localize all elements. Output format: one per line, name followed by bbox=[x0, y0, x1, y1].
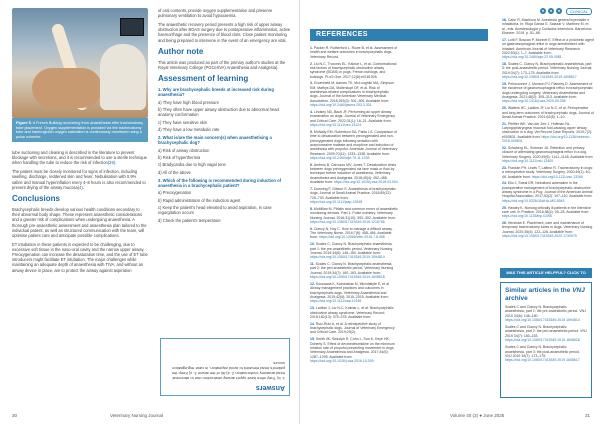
question-2: 2. What is/are the main concern(s) when anaesthetising a brachycephalic dog? bbox=[158, 135, 272, 146]
right-page bbox=[300, 0, 600, 424]
reference-item: 10. Scales C, Clancy N. Brachycephalic anaesthesia, part 1: the pre-anaesthetic period. Veterinary Nursing Journal. 2019;34(6): 146–150. Available from: https://doi.org/10.1080/17415349.2019.1594814 bbox=[310, 242, 393, 260]
answers-heading: Answers bbox=[255, 384, 285, 391]
reference-item: 18. Scales C, Clancy N. Brachycephalic anaesthesia, part 3: the post-anaesthetic period. Veterinary Nursing Journal. 2019;34(7): 173–175. Available from: https://doi.org/10.1080/17415349.2019.1608617 bbox=[502, 62, 593, 80]
reference-item: 9. Clancy N, Hoy C. How to manage a difficult airway. The Veterinary Nurse. 2016;7(8): 458–466. Available from: https://doi.org/10.12968/vetn.2016.7.8.458 bbox=[310, 226, 393, 240]
left-page-number: 30 bbox=[12, 413, 18, 418]
body-paragraph-1: tube suctioning and cleaning is described in the literature to prevent blockage with secretions, and it is recommended to use a sterile technique when handling the tube to reduce the risk of infection(29). bbox=[12, 150, 147, 166]
reference-item: 20. Watters HC, Ladlow JF, Liu N-C, et al. Perioperative and long-term outcomes of brachycephalic dogs. Journal of Small Animal Practice. 2021;62(8): 1–10. bbox=[502, 106, 594, 119]
reference-item: 12. Kurosawa K, Kaminskas M, Miciulaityte E, et al. Airway management practices and outcomes in brachycephalic dogs. Veterinary Anaesthesia and Analgesia. 2015;42(5): 2015–2015. Available from: https://doi.org/10.1111/vaa.12148 bbox=[310, 282, 390, 304]
body-paragraph-2: The patient must be closely monitored for signs of infection, including swelling, discharge, reddened skin and fever. Nebulisation with 0.9% saline and manual hyperinflation every 4–8 hours is also recommended to prevent drying of the airway mucosa(4). bbox=[12, 169, 146, 190]
right-footer-journal: Volume 40 (3) ● June 2025 bbox=[450, 413, 505, 418]
question-2-option-d: d) All of the above bbox=[158, 169, 191, 175]
reference-item: 15. Smith IIK, Sedolph R, Cohn L, Sun K, Keyé HK, Doherty S. Effect of dexmedetomidine on the minimum infusion rate of propofol preventing movement in dogs. Veterinary Anaesthesia and Analgesia. 2017;44(6): 1287–1295. Available from: https://doi.org/10.1016/j.vaa.2016.10.009 bbox=[310, 337, 395, 363]
answers-text: 1. b) They often have upper airway obstruction due to abnormal head anatomy conformation 2. d) All of the above 3. c) Keep the patient's head elevated to avoid aspiration, in case regurgitation occurs bbox=[171, 361, 285, 381]
author-note-heading: Author note bbox=[158, 46, 204, 56]
author-note-text: This article was produced as part of the primary author's studies at the Royal Veterinary College (PGCertVA) Anaesthesia and Analgesia). bbox=[158, 59, 286, 70]
reference-item: 25. Hawley K. Nursing critically ill patients in the intensive care unit. In Practice. 2016;38(4): 25–28. Available from: https://doi.org/10.1136/inp.i1498 bbox=[502, 205, 591, 219]
question-1-option-c: c) They have sensitive skin bbox=[158, 119, 208, 125]
social-icon[interactable]: ● bbox=[541, 8, 545, 13]
reference-item: 6. Ambros B, Carrozzo MV, Jones T. Desaturation times between dogs preoxygenated via face mask or flow-by technique before induction of anesthesia. Veterinary Anaesthesia and Analgesia. 2018;45(4): 452–458. Available from: https://doi.org/10.1016/j.vaa.2018.03.004 bbox=[310, 162, 398, 185]
article-helpful-button[interactable]: WAS THIS ARTICLE HELPFUL? CLICK TO REPLY bbox=[500, 268, 592, 278]
social-icon[interactable]: ● bbox=[549, 8, 553, 13]
reference-item: 11. Scales C, Clancy N. Brachycephalic anaesthesia, part 2: the peri-anaesthetic period. Veterinary Nursing Journal. 2019;34(7): 160–163. Available from: https://doi.org/10.1080/17415349.2019.1608618 bbox=[310, 262, 394, 280]
social-icons bbox=[540, 8, 562, 14]
question-2-option-a: a) Risk of airway obstruction bbox=[158, 147, 210, 153]
reference-item: 24. Ello J, Sneal DR. Nebulised adrenaline in the postoperative management of brachycephalic obstructive airway syndrome in a Pug. Journal of the American Animal Hospital Association. 2017;53(2): 107–110. Available from: https://doi.org/10.5326/JAAHA-MS-6545 bbox=[502, 181, 593, 203]
reference-item: 23. Franklin PH, Lewis T, Lafleur R. Tracheostomy in dogs: a retrospective study. Veterinary Surgery. 2020;49(1): 40–46. Available from: https://doi.org/10.1111/vsu.13265 bbox=[502, 165, 593, 179]
answers-box-upside-down bbox=[160, 338, 290, 396]
reference-item: 21. Pfeiffer WE, Van der Zee J, Hoffman NL. Laryngopharyngeal mucosal fold-causing upper airway obstruction in a dog. Vet Record Case Reports. 2019;7(2): e000831. Available from: https://doi.org/10.1136/vetreccr-2018-000831 bbox=[502, 121, 593, 144]
question-2-option-c: c) Bradycardia due to high vagal tone bbox=[158, 162, 226, 168]
references-heading: REFERENCES bbox=[310, 29, 488, 41]
question-3: 3. Which of the following is recommended during induction of anaesthesia in a brachycephalic patient? bbox=[158, 177, 282, 189]
question-1-option-b: b) They often have upper airway obstruction due to abnormal head anatomy conformation bbox=[158, 106, 279, 118]
reference-item: 2. Liu N-C, Troconis EL, Kalmar L, et al. Conformational risk factors of brachycephalic obstructive airway syndrome (BOAS) in pugs, French bulldogs, and bulldogs. PLoS One. 2017;12(8):e0181928. bbox=[310, 61, 397, 79]
question-3-option-d: d) Check the patient's temperature bbox=[158, 217, 221, 223]
question-1: 1. Why are brachycephalic breeds at increased risk during anaesthesia? bbox=[158, 87, 274, 98]
question-3-option-c: c) Keep the patient's head elevated to avoid aspiration, in case regurgitation occurs bbox=[158, 205, 272, 216]
similar-article-item: Scales C and Clancy N. Brachycephalic anaesthesia, part 2: the peri-anaesthetic period. VNJ 2019 34(7): 160–163. https://doi.org/10.1080/17415349.2019.1608618 bbox=[505, 325, 587, 343]
reference-item: 26. Hershaw E. Placement, care and maintenance of temporary tracheostomy tubes in dogs. Veterinary Nursing Journal. 2020;35(4): 122–126. Available from: https://doi.org/10.1080/17415349.2020.1730979 bbox=[502, 221, 593, 239]
figure-caption-label: Figure 5. bbox=[16, 121, 32, 125]
hand-shape bbox=[32, 68, 102, 108]
col2-recovery-paragraph: The anaesthetic recovery period presents a high risk of upper airway obstruction after BOAS surgery due to postoperative inflammation, active haemorrhage and the presence of blood clots. Close patient monitoring and being prepared to intervene in the event of an emergency are vital. bbox=[158, 21, 291, 43]
similar-article-item: Scales C and Clancy N. Brachycephalic anaesthesia, part 1: the pre-anaesthetic period. VNJ 2019 34(6): 146–150. https://doi.org/10.1080/17415349.2019.1594814 bbox=[505, 305, 586, 322]
reference-item: 3. Gruenheid M, Aarnes TK, McLoughlin MA, Simpson EM, Mathys DA, Mollenkopf DF, et al. Risk of anesthesia-related complications in brachycephalic dogs. Journal of the American Veterinary Medical Association. 2018;253(3): 301–306. Available from: https://doi.org/10.2460/javma.253.3.301 bbox=[310, 81, 394, 108]
social-icon[interactable]: ● bbox=[557, 8, 561, 13]
reference-item: 4. Lindsey ND, Bach JF. Performing an upper airway examination on dogs. Journal of Veterinary Emergency and Critical Care. 2022;31(1): 16–21. Available from: https://doi.org/10.1111/vec.13124 bbox=[310, 109, 396, 127]
conclusions-paragraph-1: Brachycephalic breeds develop various health conditions secondary to their abnormal body shape. These represent anaesthetic considerations and a greater risk of complications when undergoing anaesthesia. A thorough pre-anaesthetic assessment and anaesthesia plan tailored to the individual patient, as well as structured communication with the team, will optimise patient care and anticipate possible complications. bbox=[12, 206, 147, 238]
left-column-2 bbox=[158, 8, 292, 225]
dog-shape bbox=[100, 44, 146, 110]
assessment-heading: Assessment of learning bbox=[158, 74, 249, 84]
figure-caption-text: A French Bulldog recovering from anaesthesia after tracheostomy tube placement. Oxygen supplementation is provided via the tracheostomy tube and haemoglobin oxygen saturation is continuously monitored using a pulse oximeter. bbox=[16, 121, 144, 139]
references-column-2 bbox=[502, 18, 594, 241]
reference-item: 16. Cahn R, Machuca M. Anestesia general inyectable e inhalatoria. In: Rioja Garcia E, Salazar V, Martinez M, et al., eds. Anestesiología y Cuidados Intensivos. Barcelona: Elsevier; 2019. p. 51–68. bbox=[502, 18, 592, 36]
similar-articles-box bbox=[500, 282, 592, 398]
reference-item: 14. Ruiz-Ruiz A, et al. A retrospective study of brachycephalic dogs. Journal of Veterinary Emergency and Critical Care. 2019;29(2): bbox=[310, 321, 395, 335]
left-column-1 bbox=[12, 150, 148, 276]
reference-item: 13. Ladlow J, Liu N-C, Kalmar L, et al. Brachycephalic obstructive airway syndrome. Veterinary Record. 2018;182(13): 375–378. Available from: bbox=[310, 306, 394, 319]
reference-item: 22. Schaberg KL, Sneman JA. Retention and primary closure of alternating gastroesophageal reflux in a dog. Veterinary Surgery. 2020;49(6): 1141–1148. Available from: https://doi.org/10.1111/vsu.13400 bbox=[502, 145, 594, 163]
reference-item: 19. Pelrocconne J, Munson PJ, Flaherty D. Assessment of the incidence of gastroesophageal reflux in brachycephalic dogs undergoing surgery. Veterinary Anaesthesia and Analgesia. 2021;48(2): 305–313. Available from: https://doi.org/10.1016/j.vaa.2020.09.008 bbox=[502, 81, 593, 104]
references-column-1 bbox=[310, 46, 398, 366]
similar-articles-heading: Similar articles in the VNJ archive bbox=[505, 287, 585, 302]
figure-caption bbox=[12, 118, 148, 142]
left-footer-journal: Veterinary Nursing Journal bbox=[110, 413, 164, 418]
question-2-option-b: b) Risk of hyperthermia bbox=[158, 154, 201, 160]
question-3-option-b: b) Rapid administration of the induction agent bbox=[158, 197, 241, 203]
reference-item: 7. Downing F, Gibson S. Anaesthesia of brachycephalic dogs. Journal of Small Animal Practice. 2018;59(12): 725–733. Available from: https://doi.org/10.1111/jsap.12948 bbox=[310, 186, 396, 204]
question-1-option-d: d) They have a low metabolic rate bbox=[158, 126, 220, 132]
section-tag: CLINICAL bbox=[566, 8, 592, 15]
monitor-icon bbox=[120, 18, 144, 36]
reference-item: 5. McNally EM, Robertson SA, Pablo LS. Comparison of time to desaturation between preoxygenated and non-preoxygenated dogs following sedation with acepromazine maleate and morphine and induction of anesthesia with propofol. American Journal of Veterinary Research. 2009;70(11): 1333–1338. Available from: https://doi.org/10.2460/ajvr.70.11.1333 bbox=[310, 129, 398, 160]
similar-article-item: Scales C and Clancy N. Brachycephalic anaesthesia, part 3: the post-anaesthetic period. VNJ 2019 34(7): 173–175. https://doi.org/10.1080/17415349.2019.1608617 bbox=[505, 345, 580, 363]
citation: (4) bbox=[77, 184, 83, 190]
citation: (29) bbox=[107, 160, 116, 166]
conclusions-heading: Conclusions bbox=[12, 193, 61, 203]
col2-top-paragraph: of oral contents, provide oxygen supplementation and preserve pulmonary ventilation to avoid hypoxaemia. bbox=[158, 8, 273, 19]
conclusions-paragraph-2: ET intubation in these patients is expected to be challenging, due to excessive soft tissue in the naso-oral cavity and the narrow upper airway. Preoxygenation can increase the desaturation time, and the use of ET tube introducers might facilitate ET intubation. The major challenges while maintaining an adequate depth of anaesthesia with TIVA, and without an airway device in place, are to protect the airway against aspiration bbox=[12, 241, 148, 273]
question-1-option-a: a) They have high blood pressure bbox=[158, 99, 219, 105]
reference-item: 8. McMillan M. Pitfalls and common errors of anaesthetic monitoring devices. Part 1: Pulse oximetry. Veterinary Nursing Journal. 2016;31(10): 300–302. Available from: https://doi.org/10.1080/17415349.2016.1216766 bbox=[310, 206, 398, 224]
reference-item: 17. Lotti F, Boscan P, Monnet E. Effect of a prokinetic agent on gastroesophageal reflux in dogs anesthetized with inhalant. American Journal of Veterinary Research. 2022;83(1): 1–7. Available from: https://doi.org/10.2460/ajvr.22.05.0081 bbox=[502, 37, 594, 60]
right-page-number: 31 bbox=[584, 413, 590, 418]
figure-photo-bulldog bbox=[12, 8, 148, 118]
reference-item: 1. Packer R, Rutherford L, Rowe B, et al. Assessment of health and welfare outcomes in brachycephalic dogs. Veterinary Record. bbox=[310, 46, 398, 59]
question-3-option-a: a) Preoxygenation bbox=[158, 190, 192, 196]
